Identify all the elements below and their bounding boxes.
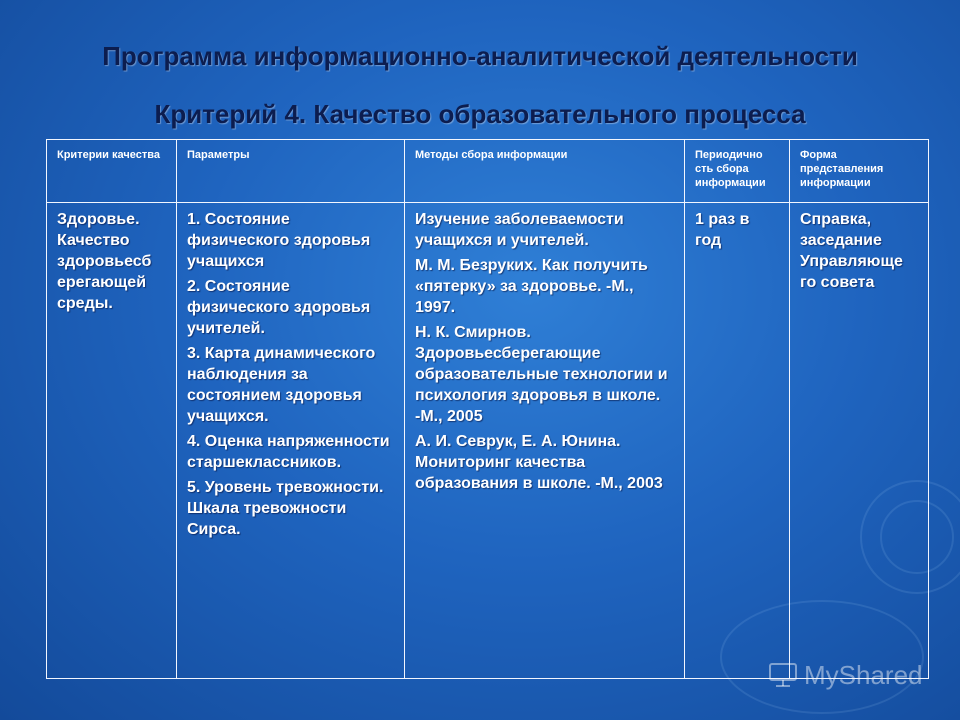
projector-icon xyxy=(768,662,798,688)
method-item: М. М. Безруких. Как получить «пятерку» за здоровье. -М., 1997. xyxy=(415,257,648,316)
cell-criteria xyxy=(47,203,177,679)
method-item: Н. К. Смирнов. Здоровьесберегающие образовательные технологии и психология здоровья в школе. -М., 2005 xyxy=(415,324,668,425)
parameter-item: 1. Состояние физического здоровья учащихся xyxy=(187,211,371,270)
header-parameters: Параметры xyxy=(177,140,405,203)
cell-parameters xyxy=(177,203,405,679)
criteria-table xyxy=(46,139,929,679)
method-item: А. И. Севрук, Е. А. Юнина. Мониторинг качества образования в школе. -М., 2003 xyxy=(415,433,663,492)
table-header-row xyxy=(47,140,929,203)
cell-form xyxy=(790,203,929,679)
cell-methods xyxy=(405,203,685,679)
periodicity-text: 1 раз в год xyxy=(695,211,750,249)
parameter-item: 3. Карта динамического наблюдения за состоянием здоровья учащихся. xyxy=(187,345,376,425)
form-text: Справка, заседание Управляюще го совета xyxy=(800,211,903,291)
header-periodicity: Периодично сть сбора информации xyxy=(685,140,790,203)
parameter-item: 4. Оценка напряженности старшеклассников. xyxy=(187,433,390,471)
method-item: Изучение заболеваемости учащихся и учителей. xyxy=(415,211,624,249)
slide-subtitle: Критерий 4. Качество образовательного процесса xyxy=(154,99,806,129)
watermark xyxy=(768,658,923,692)
cell-periodicity xyxy=(685,203,790,679)
header-form: Форма представления информации xyxy=(790,140,929,203)
header-criteria: Критерии качества xyxy=(47,140,177,203)
slide-title: Программа информационно-аналитической деятельности xyxy=(102,41,858,71)
criteria-text: Здоровье. Качество здоровьесб ерегающей среды. xyxy=(57,211,152,312)
parameter-item: 5. Уровень тревожности. Шкала тревожности Сирса. xyxy=(187,479,384,538)
parameter-item: 2. Состояние физического здоровья учителей. xyxy=(187,278,371,337)
watermark-text: MyShared xyxy=(804,659,923,690)
header-methods: Методы сбора информации xyxy=(405,140,685,203)
table-row xyxy=(47,203,929,679)
